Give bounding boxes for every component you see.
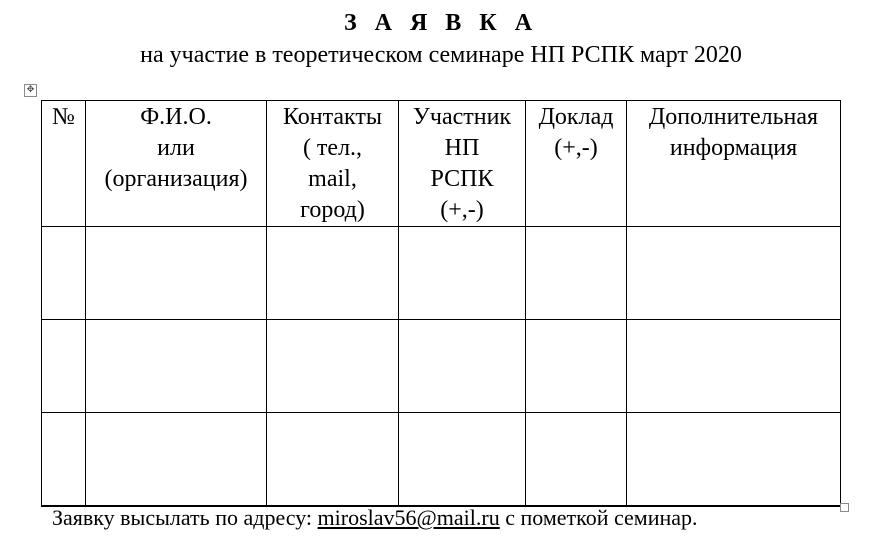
header-line: Участник (412, 104, 512, 130)
footer-note (52, 504, 698, 532)
table-cell[interactable] (86, 413, 267, 507)
header-report (526, 101, 627, 227)
header-line: Ф.И.О. (140, 104, 212, 130)
header-name (86, 101, 267, 227)
table-cell[interactable] (526, 413, 627, 507)
header-line: РСПК (430, 166, 494, 192)
table-cell[interactable] (399, 320, 526, 413)
footer-prefix: Заявку высылать по адресу: (52, 505, 318, 530)
header-line: информация (669, 135, 798, 161)
header-participant (399, 101, 526, 227)
header-line: Дополнительная (648, 104, 819, 130)
table-cell[interactable] (267, 413, 399, 507)
table-cell[interactable] (267, 227, 399, 320)
header-line: или (157, 135, 195, 161)
table-cell[interactable] (42, 227, 86, 320)
application-table (41, 100, 841, 507)
header-line: (+,-) (554, 135, 598, 161)
table-row (42, 413, 841, 507)
header-line: № (52, 104, 75, 130)
header-line: ( тел., (302, 135, 363, 161)
header-line: Доклад (538, 104, 614, 130)
table-cell[interactable] (42, 320, 86, 413)
table-cell[interactable] (627, 413, 841, 507)
header-additional-info (627, 101, 841, 227)
table-cell[interactable] (42, 413, 86, 507)
footer-suffix: с пометкой семинар. (499, 505, 698, 530)
header-line: город) (300, 197, 365, 223)
table-resize-handle[interactable] (840, 503, 849, 512)
table-cell[interactable] (627, 320, 841, 413)
table-cell[interactable] (399, 227, 526, 320)
header-number (42, 101, 86, 227)
table-cell[interactable] (399, 413, 526, 507)
table-cell[interactable] (627, 227, 841, 320)
form-subtitle: на участие в теоретическом семинаре НП РСПК март 2020 (140, 42, 742, 68)
header-line: (организация) (104, 166, 248, 192)
table-cell[interactable] (86, 227, 267, 320)
email-link[interactable]: miroslav56@mail.ru (317, 505, 500, 530)
table-row (42, 320, 841, 413)
table-header-row (42, 101, 841, 227)
header-line: (+,-) (440, 197, 484, 223)
table-move-handle-icon[interactable]: ✥ (24, 84, 37, 97)
table-cell[interactable] (526, 320, 627, 413)
header-line: Контакты (282, 104, 383, 130)
table-row (42, 227, 841, 320)
header-line: НП (444, 135, 480, 161)
table-cell[interactable] (267, 320, 399, 413)
header-contacts (267, 101, 399, 227)
header-line: mail, (308, 166, 357, 192)
table-cell[interactable] (86, 320, 267, 413)
form-title: З А Я В К А (343, 10, 539, 36)
table-cell[interactable] (526, 227, 627, 320)
